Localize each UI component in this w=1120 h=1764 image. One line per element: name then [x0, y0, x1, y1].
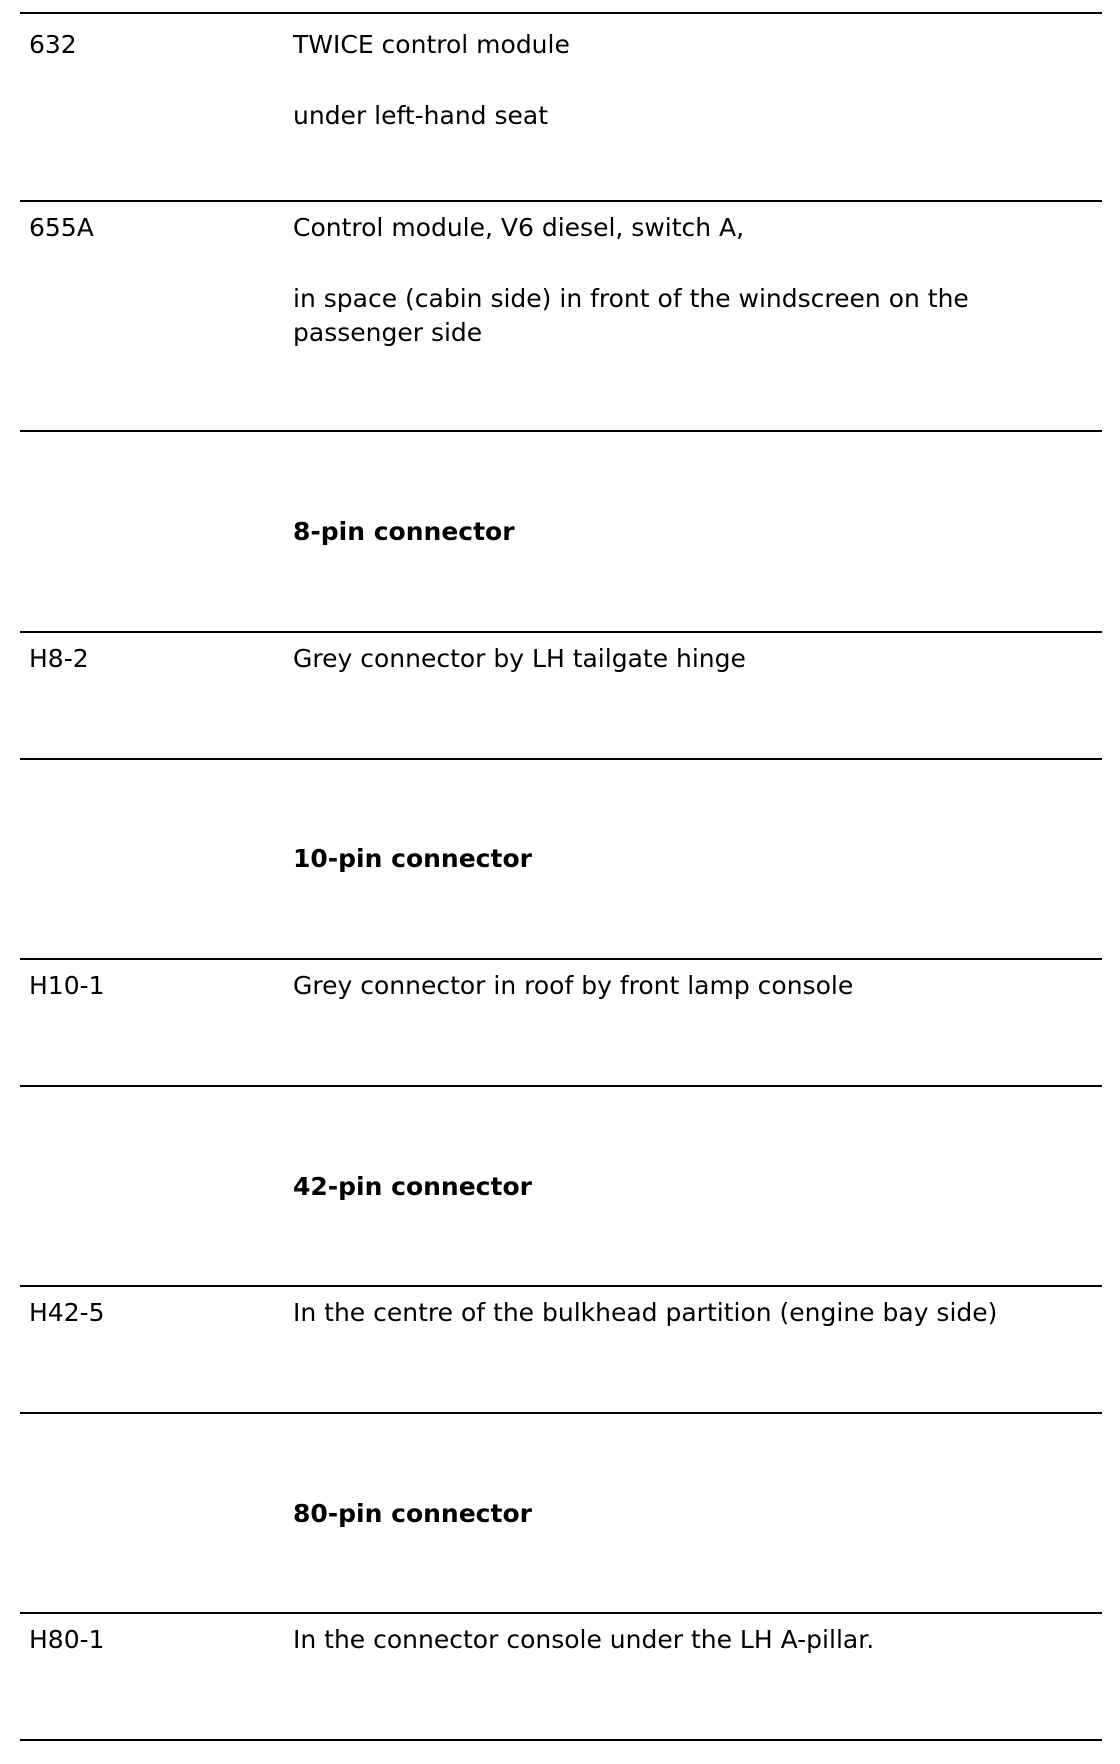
part-description: Control module, V6 diesel, switch A,	[293, 213, 745, 242]
part-code: 632	[29, 30, 77, 59]
part-code: H8-2	[29, 644, 89, 673]
table-divider	[20, 200, 1102, 202]
part-location: passenger side	[293, 318, 483, 347]
table-divider	[20, 1612, 1102, 1614]
table-divider	[20, 430, 1102, 432]
part-code: 655A	[29, 213, 94, 242]
part-description: In the connector console under the LH A-pillar.	[293, 1625, 875, 1654]
table-divider	[20, 12, 1102, 14]
part-location: in space (cabin side) in front of the windscreen on the	[293, 284, 969, 313]
table-divider	[20, 958, 1102, 960]
part-code: H42-5	[29, 1298, 105, 1327]
part-description: Grey connector in roof by front lamp console	[293, 971, 854, 1000]
table-divider	[20, 1412, 1102, 1414]
part-description: TWICE control module	[293, 30, 570, 59]
section-heading: 80-pin connector	[293, 1499, 532, 1528]
section-heading: 42-pin connector	[293, 1172, 532, 1201]
section-heading: 10-pin connector	[293, 844, 532, 873]
table-divider	[20, 1085, 1102, 1087]
table-divider	[20, 1285, 1102, 1287]
table-divider	[20, 1739, 1102, 1741]
section-heading: 8-pin connector	[293, 517, 515, 546]
part-location: under left-hand seat	[293, 101, 549, 130]
part-description: Grey connector by LH tailgate hinge	[293, 644, 746, 673]
part-code: H80-1	[29, 1625, 105, 1654]
table-divider	[20, 758, 1102, 760]
part-code: H10-1	[29, 971, 105, 1000]
table-divider	[20, 631, 1102, 633]
part-description: In the centre of the bulkhead partition (engine bay side)	[293, 1298, 998, 1327]
